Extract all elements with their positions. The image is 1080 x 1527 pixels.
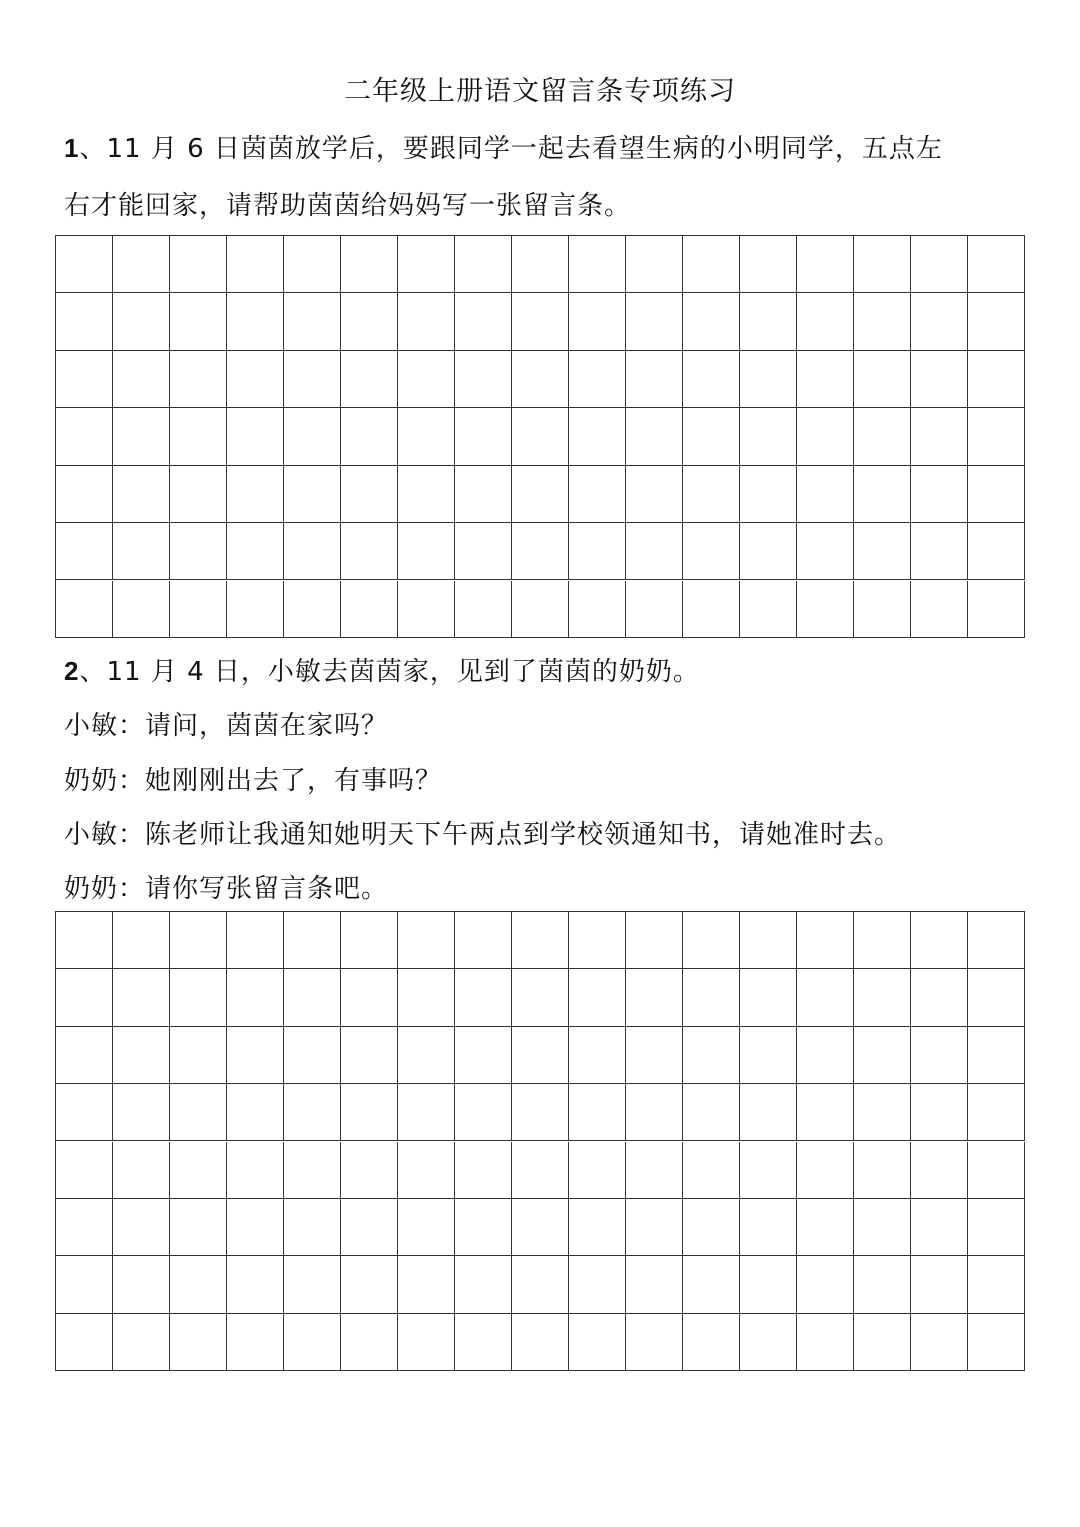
- grid-cell[interactable]: [911, 236, 968, 293]
- grid-cell[interactable]: [455, 1027, 512, 1084]
- grid-cell[interactable]: [398, 351, 455, 408]
- grid-cell[interactable]: [56, 1084, 113, 1141]
- grid-cell[interactable]: [113, 523, 170, 580]
- grid-cell[interactable]: [341, 912, 398, 969]
- grid-cell[interactable]: [854, 408, 911, 465]
- grid-cell[interactable]: [683, 1142, 740, 1199]
- grid-cell[interactable]: [968, 351, 1025, 408]
- grid-cell[interactable]: [227, 236, 284, 293]
- grid-cell[interactable]: [455, 1314, 512, 1371]
- grid-cell[interactable]: [227, 466, 284, 523]
- grid-cell[interactable]: [170, 1314, 227, 1371]
- grid-cell[interactable]: [911, 466, 968, 523]
- grid-cell[interactable]: [911, 1199, 968, 1256]
- grid-cell[interactable]: [968, 912, 1025, 969]
- grid-cell[interactable]: [968, 581, 1025, 638]
- grid-cell[interactable]: [341, 1084, 398, 1141]
- grid-cell[interactable]: [113, 1256, 170, 1313]
- grid-cell[interactable]: [740, 236, 797, 293]
- grid-cell[interactable]: [911, 1142, 968, 1199]
- grid-cell[interactable]: [170, 1256, 227, 1313]
- grid-cell[interactable]: [113, 912, 170, 969]
- grid-cell[interactable]: [683, 912, 740, 969]
- grid-cell[interactable]: [113, 1314, 170, 1371]
- grid-cell[interactable]: [626, 969, 683, 1026]
- grid-cell[interactable]: [797, 1199, 854, 1256]
- grid-cell[interactable]: [740, 912, 797, 969]
- grid-cell[interactable]: [854, 1256, 911, 1313]
- grid-cell[interactable]: [626, 408, 683, 465]
- grid-cell[interactable]: [170, 523, 227, 580]
- grid-cell[interactable]: [740, 523, 797, 580]
- grid-cell[interactable]: [455, 523, 512, 580]
- grid-cell[interactable]: [740, 1027, 797, 1084]
- grid-cell[interactable]: [455, 1199, 512, 1256]
- grid-cell[interactable]: [797, 293, 854, 350]
- grid-cell[interactable]: [512, 1314, 569, 1371]
- grid-cell[interactable]: [170, 969, 227, 1026]
- grid-cell[interactable]: [797, 236, 854, 293]
- dialogue-line-2: 奶奶：她刚刚出去了，有事吗？: [64, 766, 443, 796]
- grid-cell[interactable]: [56, 912, 113, 969]
- grid-cell[interactable]: [455, 912, 512, 969]
- dialogue-line-4: 奶奶：请你写张留言条吧。: [64, 874, 389, 904]
- grid-cell[interactable]: [227, 1084, 284, 1141]
- grid-cell[interactable]: [683, 581, 740, 638]
- grid-cell[interactable]: [512, 1027, 569, 1084]
- grid-cell[interactable]: [284, 1084, 341, 1141]
- grid-cell[interactable]: [512, 293, 569, 350]
- grid-cell[interactable]: [683, 1256, 740, 1313]
- grid-cell[interactable]: [797, 581, 854, 638]
- grid-cell[interactable]: [740, 581, 797, 638]
- grid-cell[interactable]: [854, 581, 911, 638]
- grid-cell[interactable]: [740, 293, 797, 350]
- grid-cell[interactable]: [398, 581, 455, 638]
- grid-cell[interactable]: [227, 969, 284, 1026]
- grid-cell[interactable]: [284, 1314, 341, 1371]
- grid-cell[interactable]: [512, 912, 569, 969]
- writing-grid-2[interactable]: [55, 911, 1025, 1371]
- grid-cell[interactable]: [797, 1256, 854, 1313]
- grid-cell[interactable]: [911, 523, 968, 580]
- grid-cell[interactable]: [56, 1027, 113, 1084]
- grid-cell[interactable]: [455, 236, 512, 293]
- grid-cell[interactable]: [56, 236, 113, 293]
- grid-cell[interactable]: [398, 1314, 455, 1371]
- grid-cell[interactable]: [911, 1256, 968, 1313]
- grid-cell[interactable]: [227, 1142, 284, 1199]
- grid-cell[interactable]: [170, 351, 227, 408]
- grid-cell[interactable]: [341, 523, 398, 580]
- grid-cell[interactable]: [284, 912, 341, 969]
- grid-cell[interactable]: [113, 1084, 170, 1141]
- grid-cell[interactable]: [854, 1027, 911, 1084]
- grid-cell[interactable]: [911, 1027, 968, 1084]
- grid-cell[interactable]: [455, 293, 512, 350]
- grid-cell[interactable]: [227, 1314, 284, 1371]
- grid-cell[interactable]: [398, 1199, 455, 1256]
- grid-cell[interactable]: [683, 408, 740, 465]
- grid-cell[interactable]: [740, 1142, 797, 1199]
- grid-cell[interactable]: [797, 1084, 854, 1141]
- grid-cell[interactable]: [170, 1027, 227, 1084]
- grid-cell[interactable]: [911, 969, 968, 1026]
- grid-cell[interactable]: [854, 912, 911, 969]
- grid-cell[interactable]: [512, 466, 569, 523]
- grid-cell[interactable]: [56, 466, 113, 523]
- grid-cell[interactable]: [341, 1256, 398, 1313]
- grid-cell[interactable]: [797, 351, 854, 408]
- grid-cell[interactable]: [398, 1256, 455, 1313]
- grid-cell[interactable]: [512, 408, 569, 465]
- grid-cell[interactable]: [683, 969, 740, 1026]
- dialogue-line-1: 小敏：请问，茵茵在家吗？: [64, 711, 389, 741]
- grid-cell[interactable]: [683, 1027, 740, 1084]
- grid-cell[interactable]: [56, 1142, 113, 1199]
- grid-cell[interactable]: [626, 1027, 683, 1084]
- grid-cell[interactable]: [968, 1142, 1025, 1199]
- grid-cell[interactable]: [740, 1256, 797, 1313]
- grid-cell[interactable]: [854, 466, 911, 523]
- grid-cell[interactable]: [341, 236, 398, 293]
- grid-cell[interactable]: [56, 969, 113, 1026]
- grid-cell[interactable]: [113, 408, 170, 465]
- grid-cell[interactable]: [854, 236, 911, 293]
- grid-cell[interactable]: [911, 1314, 968, 1371]
- grid-cell[interactable]: [113, 466, 170, 523]
- question-1-line-1: [64, 128, 943, 169]
- grid-cell[interactable]: [227, 912, 284, 969]
- grid-cell[interactable]: [284, 1142, 341, 1199]
- grid-cell[interactable]: [569, 1199, 626, 1256]
- grid-cell[interactable]: [56, 581, 113, 638]
- grid-cell[interactable]: [968, 236, 1025, 293]
- grid-cell[interactable]: [170, 912, 227, 969]
- grid-cell[interactable]: [626, 912, 683, 969]
- grid-cell[interactable]: [341, 969, 398, 1026]
- grid-cell[interactable]: [170, 1142, 227, 1199]
- grid-cell[interactable]: [455, 1142, 512, 1199]
- grid-cell[interactable]: [512, 1256, 569, 1313]
- grid-cell[interactable]: [455, 1256, 512, 1313]
- grid-cell[interactable]: [683, 466, 740, 523]
- question-1-line-2: 右才能回家，请帮助茵茵给妈妈写一张留言条。: [64, 191, 632, 221]
- grid-cell[interactable]: [341, 466, 398, 523]
- grid-cell[interactable]: [512, 351, 569, 408]
- grid-cell[interactable]: [683, 351, 740, 408]
- grid-cell[interactable]: [455, 969, 512, 1026]
- grid-cell[interactable]: [626, 1142, 683, 1199]
- grid-cell[interactable]: [113, 581, 170, 638]
- grid-cell[interactable]: [968, 1199, 1025, 1256]
- grid-cell[interactable]: [626, 1314, 683, 1371]
- grid-cell[interactable]: [341, 1142, 398, 1199]
- grid-cell[interactable]: [284, 293, 341, 350]
- grid-cell[interactable]: [569, 236, 626, 293]
- grid-cell[interactable]: [284, 466, 341, 523]
- grid-cell[interactable]: [683, 523, 740, 580]
- grid-cell[interactable]: [626, 236, 683, 293]
- grid-cell[interactable]: [569, 1027, 626, 1084]
- grid-cell[interactable]: [626, 293, 683, 350]
- grid-cell[interactable]: [968, 466, 1025, 523]
- grid-cell[interactable]: [56, 293, 113, 350]
- grid-cell[interactable]: [854, 1142, 911, 1199]
- grid-cell[interactable]: [512, 969, 569, 1026]
- grid-cell[interactable]: [569, 1142, 626, 1199]
- grid-cell[interactable]: [227, 408, 284, 465]
- grid-cell[interactable]: [740, 466, 797, 523]
- grid-cell[interactable]: [854, 1314, 911, 1371]
- grid-cell[interactable]: [569, 581, 626, 638]
- grid-cell[interactable]: [797, 523, 854, 580]
- grid-cell[interactable]: [284, 969, 341, 1026]
- grid-cell[interactable]: [626, 523, 683, 580]
- grid-cell[interactable]: [455, 1084, 512, 1141]
- grid-cell[interactable]: [740, 351, 797, 408]
- grid-cell[interactable]: [911, 912, 968, 969]
- grid-cell[interactable]: [512, 581, 569, 638]
- grid-cell[interactable]: [626, 351, 683, 408]
- grid-cell[interactable]: [569, 408, 626, 465]
- grid-cell[interactable]: [113, 1199, 170, 1256]
- grid-cell[interactable]: [227, 1256, 284, 1313]
- grid-cell[interactable]: [284, 1199, 341, 1256]
- grid-cell[interactable]: [797, 1142, 854, 1199]
- grid-cell[interactable]: [455, 581, 512, 638]
- grid-cell[interactable]: [341, 1027, 398, 1084]
- grid-cell[interactable]: [740, 1314, 797, 1371]
- grid-cell[interactable]: [512, 1199, 569, 1256]
- grid-cell[interactable]: [398, 293, 455, 350]
- grid-cell[interactable]: [227, 293, 284, 350]
- grid-cell[interactable]: [455, 466, 512, 523]
- grid-cell[interactable]: [569, 969, 626, 1026]
- grid-cell[interactable]: [797, 912, 854, 969]
- grid-cell[interactable]: [56, 351, 113, 408]
- grid-cell[interactable]: [683, 236, 740, 293]
- grid-cell[interactable]: [398, 1142, 455, 1199]
- grid-cell[interactable]: [170, 581, 227, 638]
- grid-cell[interactable]: [284, 523, 341, 580]
- grid-cell[interactable]: [341, 1199, 398, 1256]
- grid-cell[interactable]: [569, 912, 626, 969]
- grid-cell[interactable]: [854, 969, 911, 1026]
- writing-grid-1[interactable]: [55, 235, 1025, 638]
- grid-cell[interactable]: [683, 1314, 740, 1371]
- grid-cell[interactable]: [797, 969, 854, 1026]
- grid-cell[interactable]: [797, 1027, 854, 1084]
- grid-cell[interactable]: [911, 408, 968, 465]
- grid-cell[interactable]: [113, 293, 170, 350]
- grid-cell[interactable]: [968, 1256, 1025, 1313]
- grid-cell[interactable]: [455, 351, 512, 408]
- question-2-text: 、11 月 4 日，小敏去茵茵家，见到了茵茵的奶奶。: [79, 657, 700, 687]
- grid-cell[interactable]: [740, 969, 797, 1026]
- question-2-number: 2: [64, 656, 80, 686]
- grid-cell[interactable]: [512, 523, 569, 580]
- grid-cell[interactable]: [968, 523, 1025, 580]
- grid-cell[interactable]: [569, 1256, 626, 1313]
- grid-cell[interactable]: [227, 1199, 284, 1256]
- grid-cell[interactable]: [569, 351, 626, 408]
- grid-cell[interactable]: [56, 1256, 113, 1313]
- grid-cell[interactable]: [227, 351, 284, 408]
- grid-cell[interactable]: [512, 1084, 569, 1141]
- grid-cell[interactable]: [56, 1314, 113, 1371]
- grid-cell[interactable]: [284, 236, 341, 293]
- grid-cell[interactable]: [797, 1314, 854, 1371]
- grid-cell[interactable]: [797, 466, 854, 523]
- grid-cell[interactable]: [740, 1084, 797, 1141]
- grid-cell[interactable]: [569, 466, 626, 523]
- grid-cell[interactable]: [968, 408, 1025, 465]
- grid-cell[interactable]: [341, 581, 398, 638]
- grid-cell[interactable]: [626, 466, 683, 523]
- grid-cell[interactable]: [569, 293, 626, 350]
- question-2-line-1: [64, 651, 700, 692]
- grid-cell[interactable]: [170, 293, 227, 350]
- grid-cell[interactable]: [398, 523, 455, 580]
- grid-cell[interactable]: [512, 236, 569, 293]
- grid-cell[interactable]: [113, 351, 170, 408]
- grid-cell[interactable]: [569, 523, 626, 580]
- grid-cell[interactable]: [626, 1256, 683, 1313]
- grid-cell[interactable]: [284, 351, 341, 408]
- grid-cell[interactable]: [911, 351, 968, 408]
- grid-cell[interactable]: [113, 1142, 170, 1199]
- grid-cell[interactable]: [284, 408, 341, 465]
- grid-cell[interactable]: [113, 969, 170, 1026]
- grid-cell[interactable]: [284, 1027, 341, 1084]
- page-title: 二年级上册语文留言条专项练习: [344, 76, 736, 107]
- grid-cell[interactable]: [683, 1084, 740, 1141]
- grid-cell[interactable]: [398, 408, 455, 465]
- grid-cell[interactable]: [797, 408, 854, 465]
- grid-cell[interactable]: [626, 581, 683, 638]
- grid-cell[interactable]: [398, 236, 455, 293]
- grid-cell[interactable]: [341, 351, 398, 408]
- grid-cell[interactable]: [56, 523, 113, 580]
- grid-cell[interactable]: [398, 912, 455, 969]
- grid-cell[interactable]: [170, 466, 227, 523]
- grid-cell[interactable]: [911, 293, 968, 350]
- grid-cell[interactable]: [227, 581, 284, 638]
- grid-cell[interactable]: [968, 1027, 1025, 1084]
- grid-cell[interactable]: [968, 1084, 1025, 1141]
- dialogue-line-3: 小敏：陈老师让我通知她明天下午两点到学校领通知书，请她准时去。: [64, 820, 902, 850]
- grid-cell[interactable]: [56, 1199, 113, 1256]
- grid-cell[interactable]: [341, 408, 398, 465]
- grid-cell[interactable]: [854, 351, 911, 408]
- question-1-number: 1: [64, 133, 80, 163]
- grid-cell[interactable]: [911, 581, 968, 638]
- grid-cell[interactable]: [512, 1142, 569, 1199]
- grid-cell[interactable]: [455, 408, 512, 465]
- grid-cell[interactable]: [911, 1084, 968, 1141]
- grid-cell[interactable]: [968, 293, 1025, 350]
- question-1-text: 、11 月 6 日茵茵放学后，要跟同学一起去看望生病的小明同学，五点左: [79, 134, 943, 164]
- grid-cell[interactable]: [740, 1199, 797, 1256]
- grid-cell[interactable]: [854, 523, 911, 580]
- grid-cell[interactable]: [284, 1256, 341, 1313]
- grid-cell[interactable]: [398, 466, 455, 523]
- grid-cell[interactable]: [683, 293, 740, 350]
- grid-cell[interactable]: [968, 969, 1025, 1026]
- grid-cell[interactable]: [341, 293, 398, 350]
- grid-cell[interactable]: [854, 1084, 911, 1141]
- grid-cell[interactable]: [740, 408, 797, 465]
- grid-cell[interactable]: [626, 1199, 683, 1256]
- grid-cell[interactable]: [170, 1084, 227, 1141]
- grid-cell[interactable]: [398, 969, 455, 1026]
- grid-cell[interactable]: [854, 1199, 911, 1256]
- grid-cell[interactable]: [56, 408, 113, 465]
- grid-cell[interactable]: [569, 1084, 626, 1141]
- grid-cell[interactable]: [284, 581, 341, 638]
- grid-cell[interactable]: [170, 408, 227, 465]
- grid-cell[interactable]: [227, 523, 284, 580]
- grid-cell[interactable]: [227, 1027, 284, 1084]
- grid-cell[interactable]: [968, 1314, 1025, 1371]
- grid-cell[interactable]: [626, 1084, 683, 1141]
- grid-cell[interactable]: [398, 1084, 455, 1141]
- grid-cell[interactable]: [113, 236, 170, 293]
- grid-cell[interactable]: [170, 1199, 227, 1256]
- grid-cell[interactable]: [569, 1314, 626, 1371]
- grid-cell[interactable]: [683, 1199, 740, 1256]
- grid-cell[interactable]: [113, 1027, 170, 1084]
- grid-cell[interactable]: [854, 293, 911, 350]
- grid-cell[interactable]: [398, 1027, 455, 1084]
- grid-cell[interactable]: [170, 236, 227, 293]
- grid-cell[interactable]: [341, 1314, 398, 1371]
